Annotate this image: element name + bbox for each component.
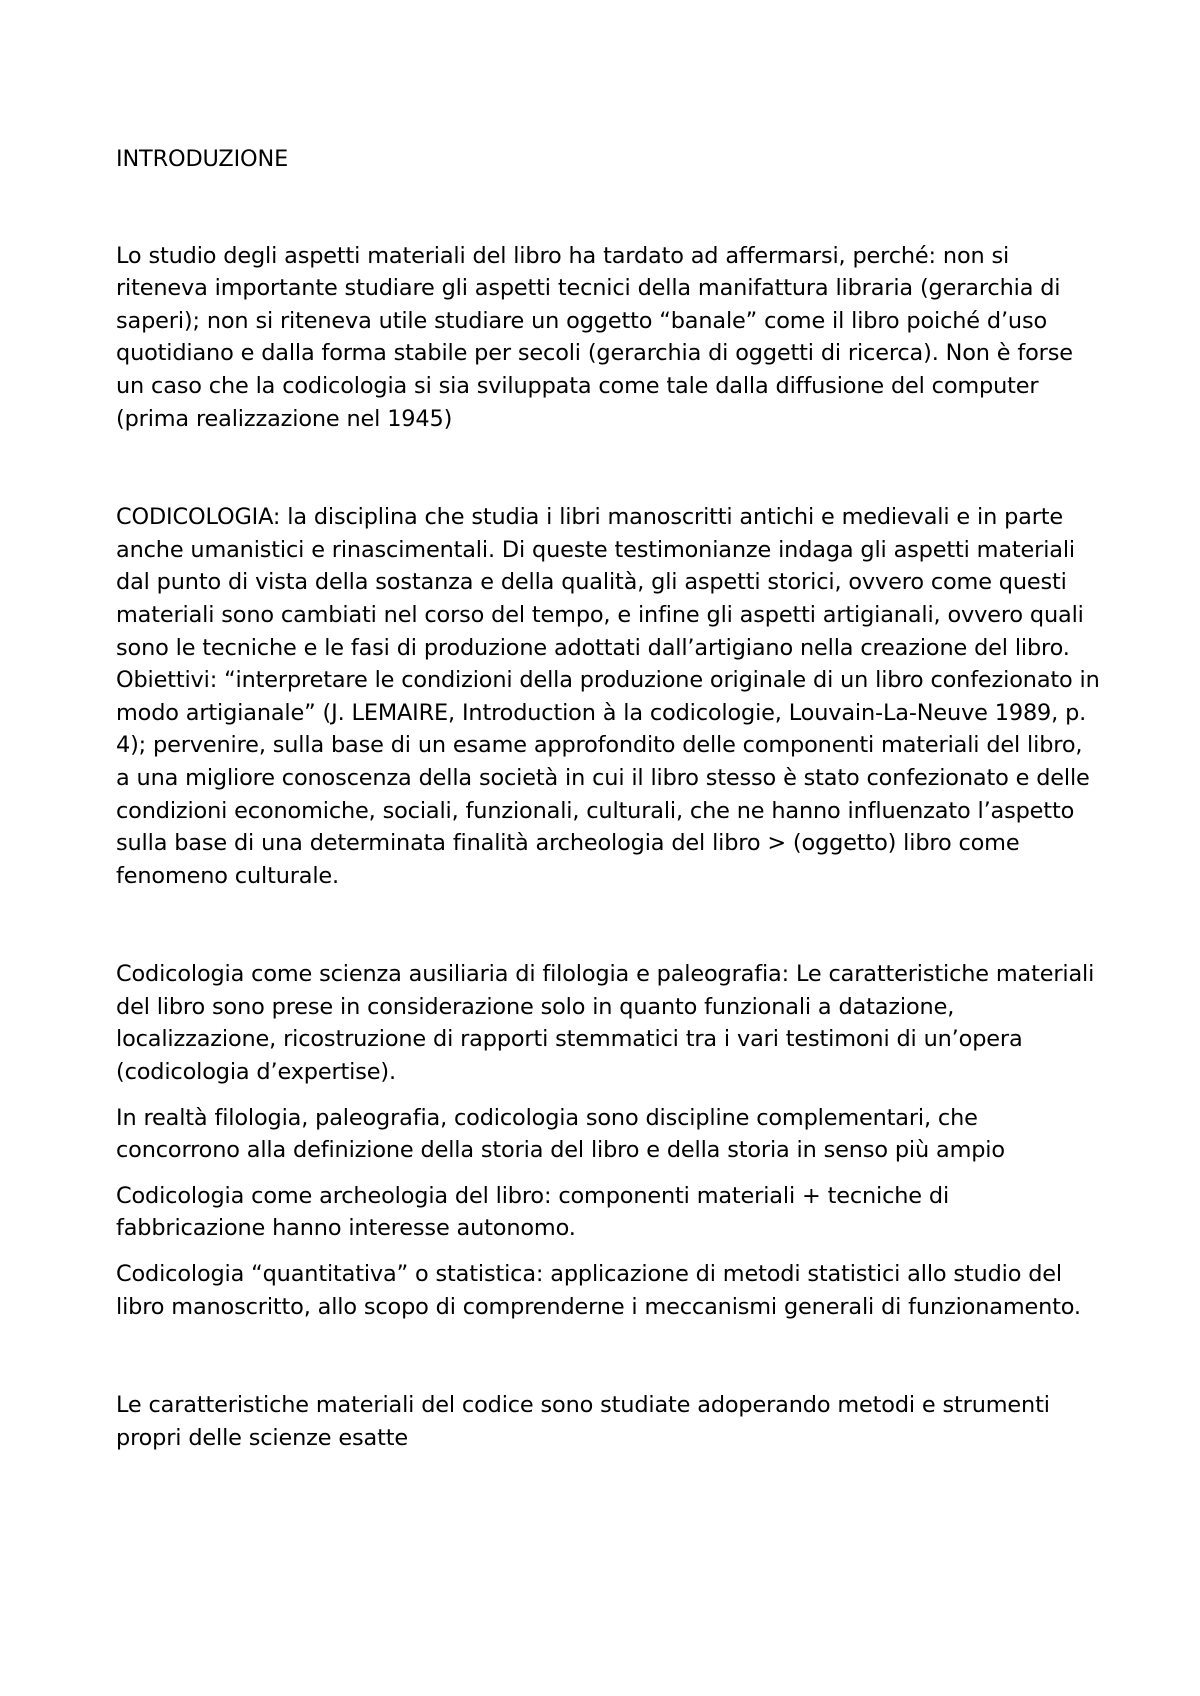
paragraph-codicologia-quantitativa: Codicologia “quantitativa” o statistica: applicazione di metodi statistici allo studio del libro manoscritto, allo scopo di comprenderne i meccanismi generali di funzionamento. bbox=[116, 1261, 1081, 1320]
paragraph-archeologia-del-libro: Codicologia come archeologia del libro: componenti materiali + tecniche di fabbricazione hanno interesse autonomo. bbox=[116, 1182, 950, 1242]
document-heading: INTRODUZIONE bbox=[116, 146, 289, 172]
paragraph-intro: Lo studio degli aspetti materiali del libro ha tardato ad affermarsi, perché: non si riteneva importante studiare gli aspetti tecnici della manifattura libraria (gerarchia di saperi); non si riteneva utile studiare un oggetto “banale” come il libro poiché d’uso quotidiano e dalla forma stabile per secoli (gerarchia di oggetti di ricerca). Non è forse un caso che la codicologia si sia sviluppata come tale dalla diffusione del computer (prima realizzazione nel 1945) bbox=[116, 242, 1073, 432]
paragraph-scienza-ausiliaria: Codicologia come scienza ausiliaria di filologia e paleografia: Le caratteristiche materiali del libro sono prese in considerazione solo in quanto funzionali a datazione, localizzazione, ricostruzione di rapporti stemmatici tra i vari testimoni di un’opera (codicologia d’expertise). bbox=[116, 961, 1095, 1086]
document-body bbox=[116, 143, 1101, 1454]
paragraph-discipline-complementari: In realtà filologia, paleografia, codicologia sono discipline complementari, che concorrono alla definizione della storia del libro e della storia in senso più ampio bbox=[116, 1104, 1005, 1164]
paragraph-scienze-esatte: Le caratteristiche materiali del codice sono studiate adoperando metodi e strumenti propri delle scienze esatte bbox=[116, 1392, 1050, 1451]
paragraph-codicologia-definition: CODICOLOGIA: la disciplina che studia i libri manoscritti antichi e medievali e in parte anche umanistici e rinascimentali. Di queste testimonianze indaga gli aspetti materiali dal punto di vista della sostanza e della qualità, gli aspetti storici, ovvero come questi materiali sono cambiati nel corso del tempo, e infine gli aspetti artigianali, ovvero quali sono le tecniche e le fasi di produzione adottati dall’artigiano nella creazione del libro. Obiettivi: “interpretare le condizioni della produzione originale di un libro confezionato in modo artigianale” (J. LEMAIRE, Introduction à la codicologie, Louvain-La-Neuve 1989, p. 4); pervenire, sulla base di un esame approfondito delle componenti materiali del libro, a una migliore conoscenza della società in cui il libro stesso è stato confezionato e delle condizioni economiche, sociali, funzionali, culturali, che ne hanno influenzato l’aspetto sulla base di una determinata finalità archeologia del libro > (oggetto) libro come fenomeno culturale. bbox=[116, 504, 1100, 889]
